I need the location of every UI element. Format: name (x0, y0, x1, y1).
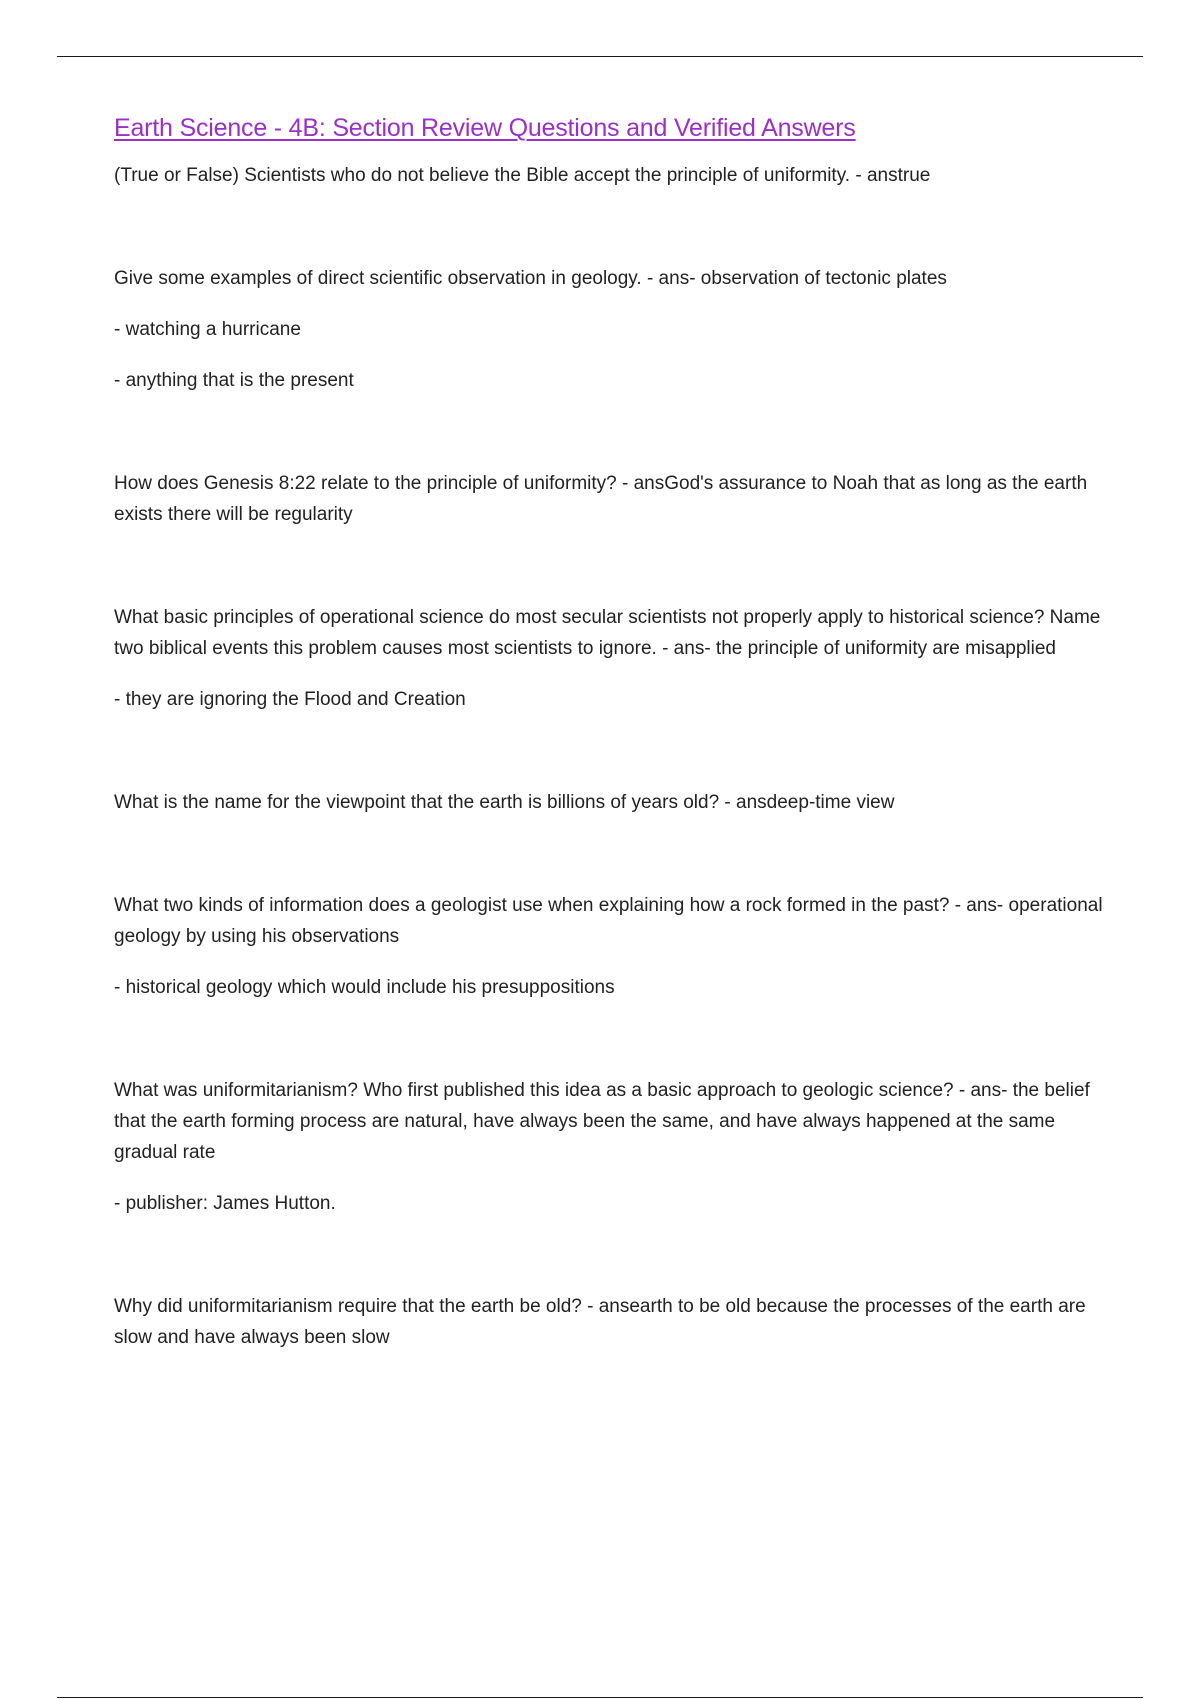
qa-entry-7 (114, 1075, 1114, 1219)
entry-spacer (114, 211, 1114, 263)
qa-list (114, 160, 1114, 1353)
qa-entry-7-line-1: What was uniformitarianism? Who first published this idea as a basic approach to geologic science? - ans- the belief that the earth forming process are natural, have always been the same, and have always happened at the same gradual rate (114, 1080, 1090, 1163)
qa-entry-5-line-1: What is the name for the viewpoint that the earth is billions of years old? - ansdeep-time view (114, 792, 895, 813)
qa-entry-5 (114, 787, 1114, 818)
qa-entry-8 (114, 1291, 1114, 1353)
entry-spacer (114, 735, 1114, 787)
qa-entry-6 (114, 890, 1114, 1003)
qa-entry-2-line-3: - anything that is the present (114, 370, 354, 391)
qa-entry-4-line-2: - they are ignoring the Flood and Creation (114, 689, 466, 710)
qa-entry-3 (114, 468, 1114, 530)
qa-entry-7-line-2: - publisher: James Hutton. (114, 1193, 336, 1214)
qa-entry-4-line-1: What basic principles of operational science do most secular scientists not properly apply to historical science? Name two biblical events this problem causes most scientists to ignore. - ans- the principle of uniformity are misapplied (114, 607, 1101, 659)
qa-entry-6-line-1: What two kinds of information does a geologist use when explaining how a rock formed in the past? - ans- operational geology by using his observations (114, 895, 1103, 947)
entry-spacer (114, 1239, 1114, 1291)
qa-entry-2-line-1: Give some examples of direct scientific observation in geology. - ans- observation of tectonic plates (114, 268, 947, 289)
document-page (114, 112, 1114, 1373)
entry-spacer (114, 838, 1114, 890)
document-title-link[interactable]: Earth Science - 4B: Section Review Questions and Verified Answers (114, 114, 856, 142)
header-rule (57, 56, 1143, 57)
entry-spacer (114, 550, 1114, 602)
entry-spacer (114, 1023, 1114, 1075)
qa-entry-3-line-1: How does Genesis 8:22 relate to the principle of uniformity? - ansGod's assurance to Noah that as long as the earth exists there will be regularity (114, 473, 1088, 525)
qa-entry-4 (114, 602, 1114, 715)
qa-entry-6-line-2: - historical geology which would include his presuppositions (114, 977, 615, 998)
qa-entry-1 (114, 160, 1114, 191)
qa-entry-1-line-1: (True or False) Scientists who do not believe the Bible accept the principle of uniformity. - anstrue (114, 165, 931, 186)
entry-spacer (114, 416, 1114, 468)
qa-entry-2 (114, 263, 1114, 396)
qa-entry-2-line-2: - watching a hurricane (114, 319, 301, 340)
footer-rule (57, 1697, 1143, 1698)
qa-entry-8-line-1: Why did uniformitarianism require that the earth be old? - ansearth to be old because the processes of the earth are slow and have always been slow (114, 1296, 1086, 1348)
